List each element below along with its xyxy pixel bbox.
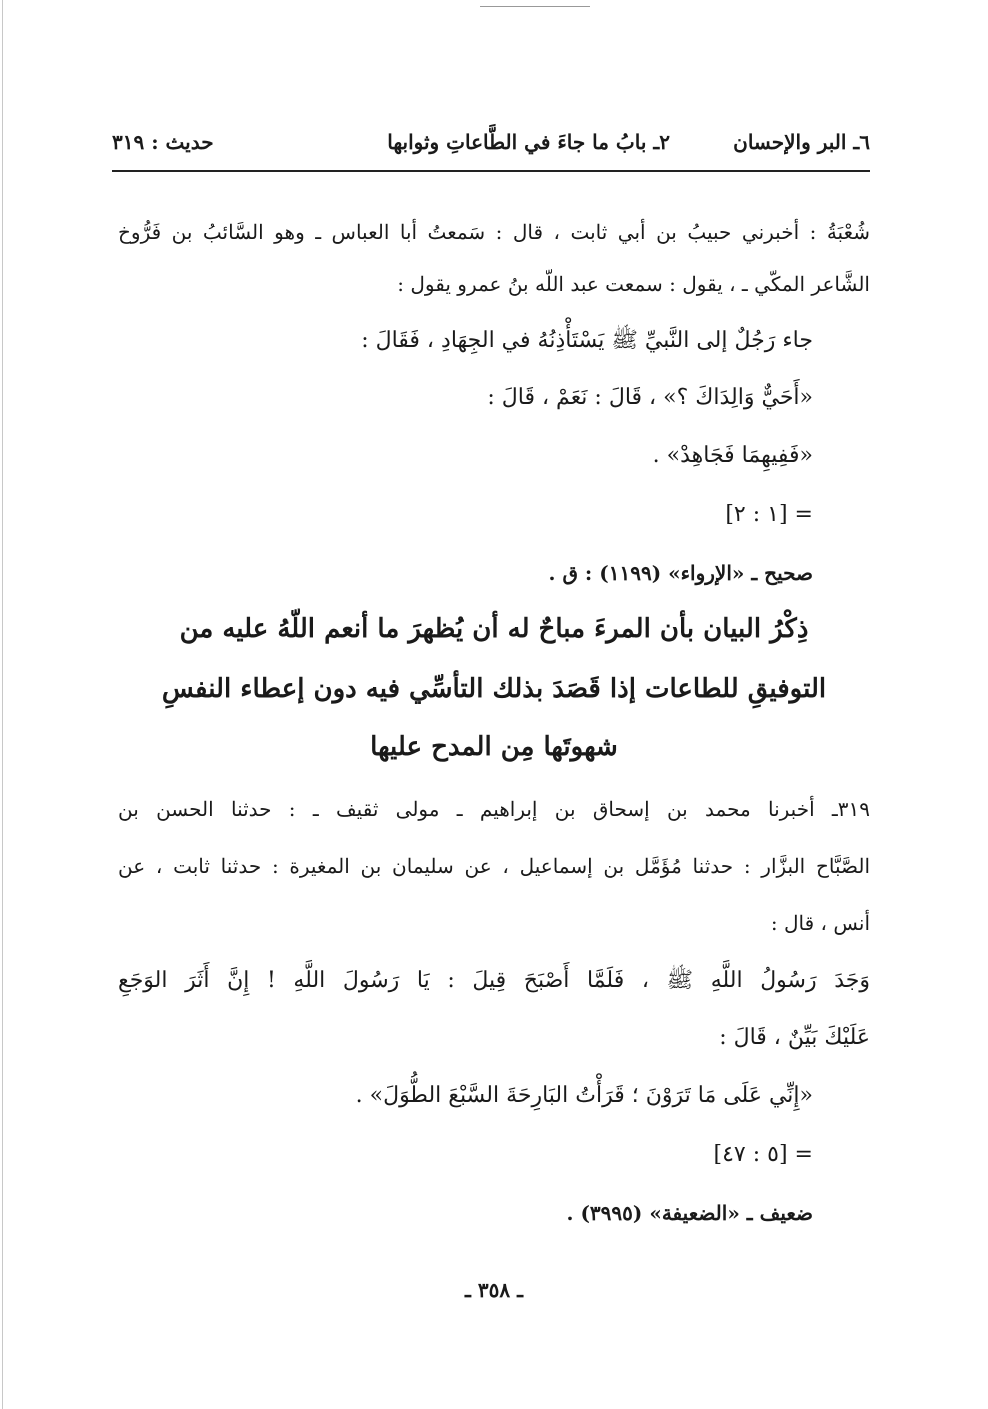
hadith-319-matn-line-2: عَلَيْكَ بَيِّنٌ ، قَالَ : [719, 1025, 870, 1050]
section-heading-line-3: شهوتَها مِن المدح عليها [370, 732, 618, 762]
section-heading-line-2: التوفيقِ للطاعات إذا قَصَدَ بذلك التأسِّي فيه دون إعطاء النفسِ [161, 674, 827, 704]
hadith-319-isnad-line-2: الصَّبَّاح البزَّار : حدثنا مُؤَمَّل بن إسماعيل ، عن سليمان بن المغيرة : حدثنا ثابت ، عن [118, 854, 870, 878]
hadith-319-grade: ضعيف ـ «الضعيفة» (٣٩٩٥) . [566, 1201, 813, 1225]
header-chapter-title: ٢ـ بابُ ما جاءَ في الطَّاعاتِ وثوابها [387, 130, 670, 154]
top-rule [480, 6, 590, 7]
hadith-318-matn-line-1: جاء رَجُلٌ إلى النَّبيِّ ﷺ يَسْتَأْذِنُهُ في الجِهَادِ ، فَقَالَ : [361, 328, 813, 353]
hadith-319-matn-line-1: وَجَدَ رَسُولُ اللَّهِ ﷺ ، فَلَمَّا أَصْبَحَ قِيلَ : يَا رَسُولَ اللَّهِ ! إِنَّ أَثَرَ الوَجَعِ [118, 968, 870, 993]
header-book-title: ٦ـ البر والإحسان [733, 130, 870, 154]
hadith-318-reference: = [١ : ٢] [725, 502, 813, 527]
page-number: ـ ٣٥٨ ـ [465, 1278, 523, 1302]
hadith-319-reference: = [٥ : ٤٧] [713, 1142, 813, 1167]
hadith-318-matn-line-2: «أَحَيٌّ وَالِدَاكَ ؟» ، قَالَ : نَعَمْ ، قَالَ : [487, 385, 813, 410]
header-hadith-number: حديث : ٣١٩ [112, 130, 214, 154]
hadith-318-isnad-line-1: شُعْبَةُ : أخبرني حبيبُ بن أبي ثابت ، قال : سَمعتُ أبا العباس ـ وهو السَّائبُ بن فَرُّوخ [118, 220, 870, 244]
hadith-319-matn-line-3: «إِنِّي عَلَى مَا تَرَوْنَ ؛ قَرَأْتُ البَارِحَةَ السَّبْعَ الطُّوَلَ» . [355, 1083, 813, 1108]
hadith-318-matn-line-3: «فَفِيهِمَا فَجَاهِدْ» . [652, 443, 813, 468]
hadith-318-grade: صحيح ـ «الإرواء» (١١٩٩) : ق . [548, 561, 813, 585]
header-rule [112, 170, 870, 172]
section-heading-line-1: ذِكْرُ البيان بأن المرءَ مباحٌ له أن يُظهرَ ما أنعم اللّهُ عليه من [179, 614, 809, 644]
page-edge-line [2, 0, 3, 1409]
hadith-319-isnad-line-3: أنس ، قال : [770, 911, 870, 935]
hadith-319-isnad-line-1: ٣١٩ـ أخبرنا محمد بن إسحاق بن إبراهيم ـ مولى ثقيف ـ : حدثنا الحسن بن [118, 797, 870, 821]
hadith-318-isnad-line-2: الشَّاعر المكّي ـ ، يقول : سمعت عبد اللّه بنُ عمرو يقول : [397, 272, 870, 296]
